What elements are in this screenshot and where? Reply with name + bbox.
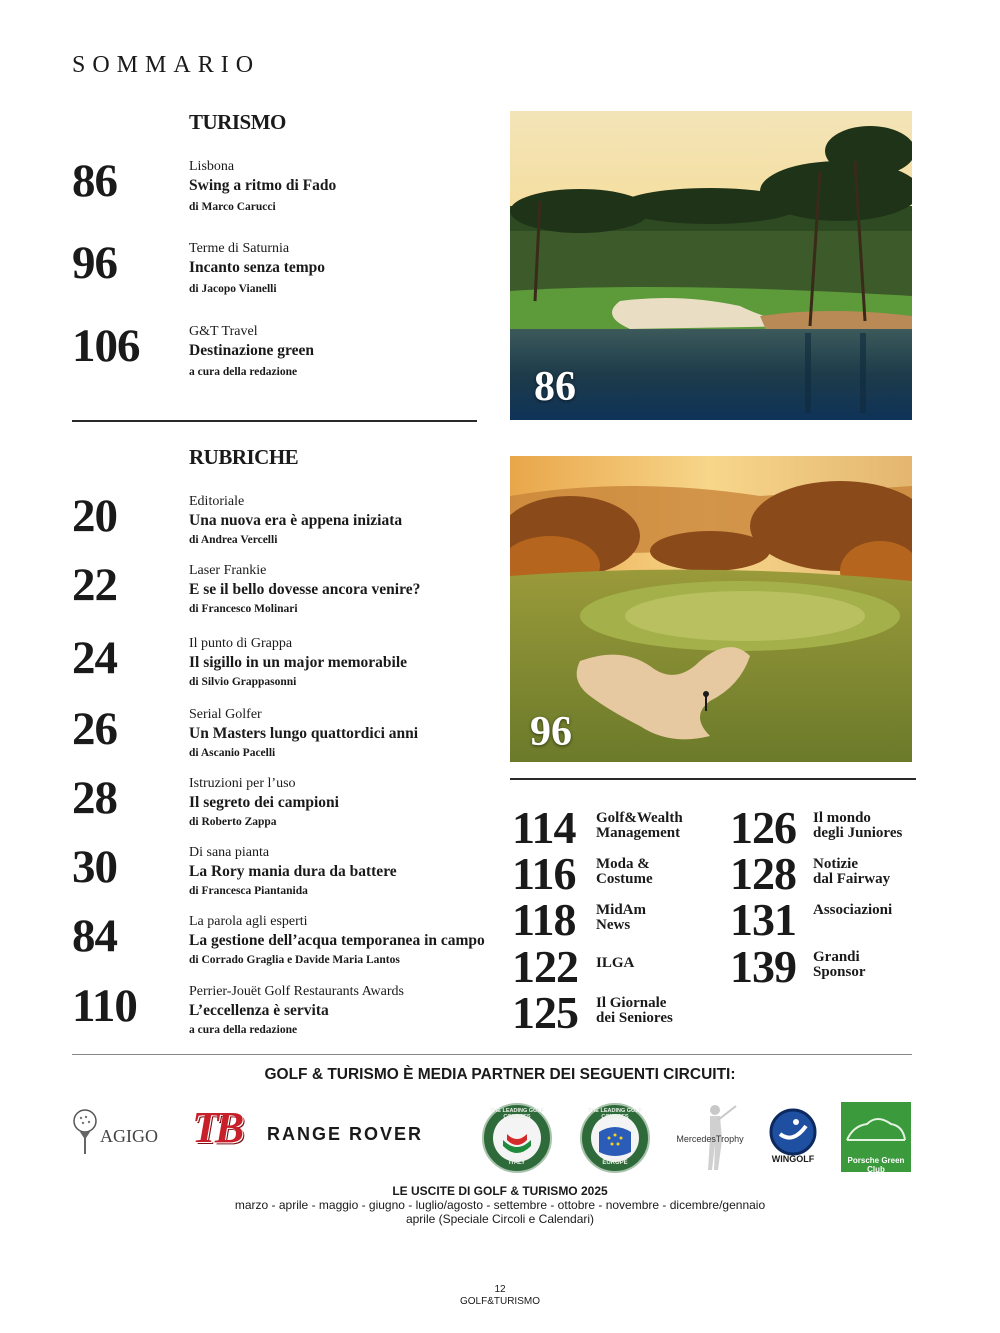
entry-category: Istruzioni per l’uso — [189, 776, 296, 791]
entry-author: di Silvio Grappasonni — [189, 676, 297, 688]
entry-category: Serial Golfer — [189, 707, 262, 722]
page-number: 106 — [72, 320, 140, 372]
page-number: 125 — [512, 987, 578, 1038]
issues-heading: LE USCITE DI GOLF & TURISMO 2025 — [392, 1184, 608, 1198]
page-number: 26 — [72, 703, 117, 755]
toc-entry[interactable] — [72, 320, 492, 393]
entry-category: La parola agli esperti — [189, 914, 308, 929]
wingolf-text: WINGOLF — [771, 1154, 815, 1164]
page-number: 20 — [72, 490, 117, 542]
mercedes-trophy-text: MercedesTrophy — [676, 1134, 744, 1144]
page-number: 131 — [730, 894, 796, 945]
item-label-line1: Il Giornale — [596, 995, 667, 1011]
page-number: 28 — [72, 772, 117, 824]
page-number: 24 — [72, 632, 117, 684]
entry-author: di Corrado Graglia e Davide Maria Lantos — [189, 954, 400, 966]
toc-entry[interactable] — [72, 980, 492, 1053]
page-number: 128 — [730, 848, 796, 899]
entry-author: di Roberto Zappa — [189, 816, 277, 828]
leading-italy-text: THE LEADING GOLF COURSES — [489, 1108, 545, 1120]
section-heading-rubriche: RUBRICHE — [189, 445, 299, 469]
photo-page-badge: 96 — [530, 709, 572, 755]
toc-entry[interactable] — [72, 632, 492, 705]
page-number-footer: 12 — [494, 1284, 506, 1295]
small-toc-item[interactable] — [730, 941, 920, 994]
partners-heading: GOLF & TURISMO È MEDIA PARTNER DEI SEGUENTI CIRCUITI: — [264, 1066, 736, 1083]
section-divider — [510, 778, 916, 780]
entry-headline: L’eccellenza è servita — [189, 1002, 329, 1019]
item-label-line1: Associazioni — [813, 902, 893, 918]
toc-entry[interactable] — [72, 772, 492, 845]
footer-brand: GOLF&TURISMO — [459, 1296, 540, 1307]
entry-author: di Andrea Vercelli — [189, 534, 278, 546]
entry-author: a cura della redazione — [189, 1024, 298, 1036]
entry-category: Di sana pianta — [189, 845, 270, 860]
range-rover-logo[interactable] — [267, 1124, 467, 1148]
entry-category: G&T Travel — [189, 324, 258, 339]
entry-category: Lisbona — [189, 159, 235, 174]
entry-headline: Il segreto dei campioni — [189, 794, 339, 811]
issues-months: marzo - aprile - maggio - giugno - luglio/agosto - settembre - ottobre - novembre - dicembre/gennaio — [234, 1198, 766, 1212]
issues-special: aprile (Speciale Circoli e Calendari) — [405, 1212, 595, 1226]
porsche-car-outline-icon — [841, 1102, 911, 1152]
item-label-line1: ILGA — [596, 955, 635, 971]
entry-category: Il punto di Grappa — [189, 636, 293, 651]
entry-author: di Francesca Piantanida — [189, 885, 308, 897]
item-label-line2: Sponsor — [813, 964, 866, 980]
page-title: SOMMARIO — [72, 52, 261, 78]
toc-entry[interactable] — [72, 155, 492, 228]
entry-author: di Ascanio Pacelli — [189, 747, 276, 759]
entry-author: di Jacopo Vianelli — [189, 283, 277, 295]
entry-headline: La Rory mania dura da battere — [189, 863, 397, 880]
toc-entry[interactable] — [72, 490, 492, 563]
wingolf-logo[interactable] — [766, 1108, 820, 1166]
toc-entry[interactable] — [72, 910, 492, 983]
page-number: 110 — [72, 980, 137, 1032]
photo-saturnia[interactable] — [510, 456, 912, 762]
toc-entry[interactable] — [72, 703, 492, 776]
tb-logo[interactable] — [192, 1102, 244, 1158]
page-number: 114 — [512, 802, 576, 853]
entry-headline: Una nuova era è appena iniziata — [189, 512, 403, 529]
item-label-line2: News — [596, 917, 631, 933]
entry-headline: Swing a ritmo di Fado — [189, 177, 337, 194]
page-number: 84 — [72, 910, 117, 962]
wingolf-swoosh-icon — [766, 1108, 820, 1156]
entry-headline: Destinazione green — [189, 342, 314, 359]
photo-lisbona[interactable] — [510, 111, 912, 420]
page-number: 118 — [512, 894, 576, 945]
item-label-line2: dei Seniores — [596, 1010, 673, 1026]
item-label-line2: degli Juniores — [813, 825, 903, 841]
entry-author: di Marco Carucci — [189, 201, 276, 213]
item-label-line1: Moda & — [596, 856, 650, 872]
leading-golf-italy-logo[interactable] — [481, 1102, 553, 1174]
entry-headline: Il sigillo in un major memorabile — [189, 654, 408, 671]
page-number: 22 — [72, 559, 117, 611]
entry-headline: E se il bello dovesse ancora venire? — [189, 581, 421, 598]
toc-entry[interactable] — [72, 237, 492, 310]
page-number: 96 — [72, 237, 117, 289]
range-rover-text: RANGE ROVER — [267, 1124, 424, 1144]
entry-headline: La gestione dell’acqua temporanea in campo — [189, 932, 485, 949]
item-label-line2: Costume — [596, 871, 653, 887]
tb-text: TB — [192, 1103, 241, 1152]
page-number: 122 — [512, 941, 578, 992]
mercedes-trophy-logo[interactable] — [674, 1102, 746, 1172]
small-toc-item[interactable] — [512, 987, 722, 1040]
page-number: 116 — [512, 848, 576, 899]
item-label-line2: Management — [596, 825, 681, 841]
photo-page-badge: 86 — [534, 364, 576, 410]
toc-entry[interactable] — [72, 841, 492, 914]
item-label-line1: Grandi — [813, 949, 860, 965]
entry-category: Editoriale — [189, 494, 245, 509]
porsche-green-club-logo[interactable] — [841, 1102, 911, 1172]
footer-divider — [72, 1054, 912, 1055]
section-heading-turismo: TURISMO — [189, 110, 286, 134]
item-label-line1: Notizie — [813, 856, 858, 872]
entry-category: Terme di Saturnia — [189, 241, 290, 256]
golf-ball-tee-icon — [72, 1108, 98, 1156]
agigo-logo[interactable] — [72, 1108, 172, 1158]
item-label-line1: Il mondo — [813, 810, 871, 826]
entry-category: Perrier-Jouët Golf Restaurants Awards — [189, 984, 404, 999]
agigo-text: AGIGO — [100, 1126, 158, 1146]
page-number: 30 — [72, 841, 117, 893]
section-divider — [72, 420, 477, 422]
page-number: 86 — [72, 155, 117, 207]
leading-italy-subtext: ITALY — [508, 1160, 526, 1166]
entry-category: Laser Frankie — [189, 563, 267, 578]
page-number: 126 — [730, 802, 796, 853]
item-label-line1: Golf&Wealth — [596, 810, 683, 826]
entry-author: di Francesco Molinari — [189, 603, 298, 615]
item-label-line2: dal Fairway — [813, 871, 891, 887]
leading-golf-europe-logo[interactable] — [579, 1102, 651, 1174]
porsche-text: Porsche Green Club — [847, 1156, 905, 1174]
leading-europe-text: THE LEADING GOLF COURSES — [587, 1108, 643, 1120]
item-label-line1: MidAm — [596, 902, 646, 918]
page-number: 139 — [730, 941, 796, 992]
leading-europe-subtext: EUROPE — [602, 1160, 628, 1166]
entry-author: a cura della redazione — [189, 366, 298, 378]
entry-headline: Un Masters lungo quattordici anni — [189, 725, 419, 742]
entry-headline: Incanto senza tempo — [189, 259, 326, 276]
toc-entry[interactable] — [72, 559, 492, 632]
